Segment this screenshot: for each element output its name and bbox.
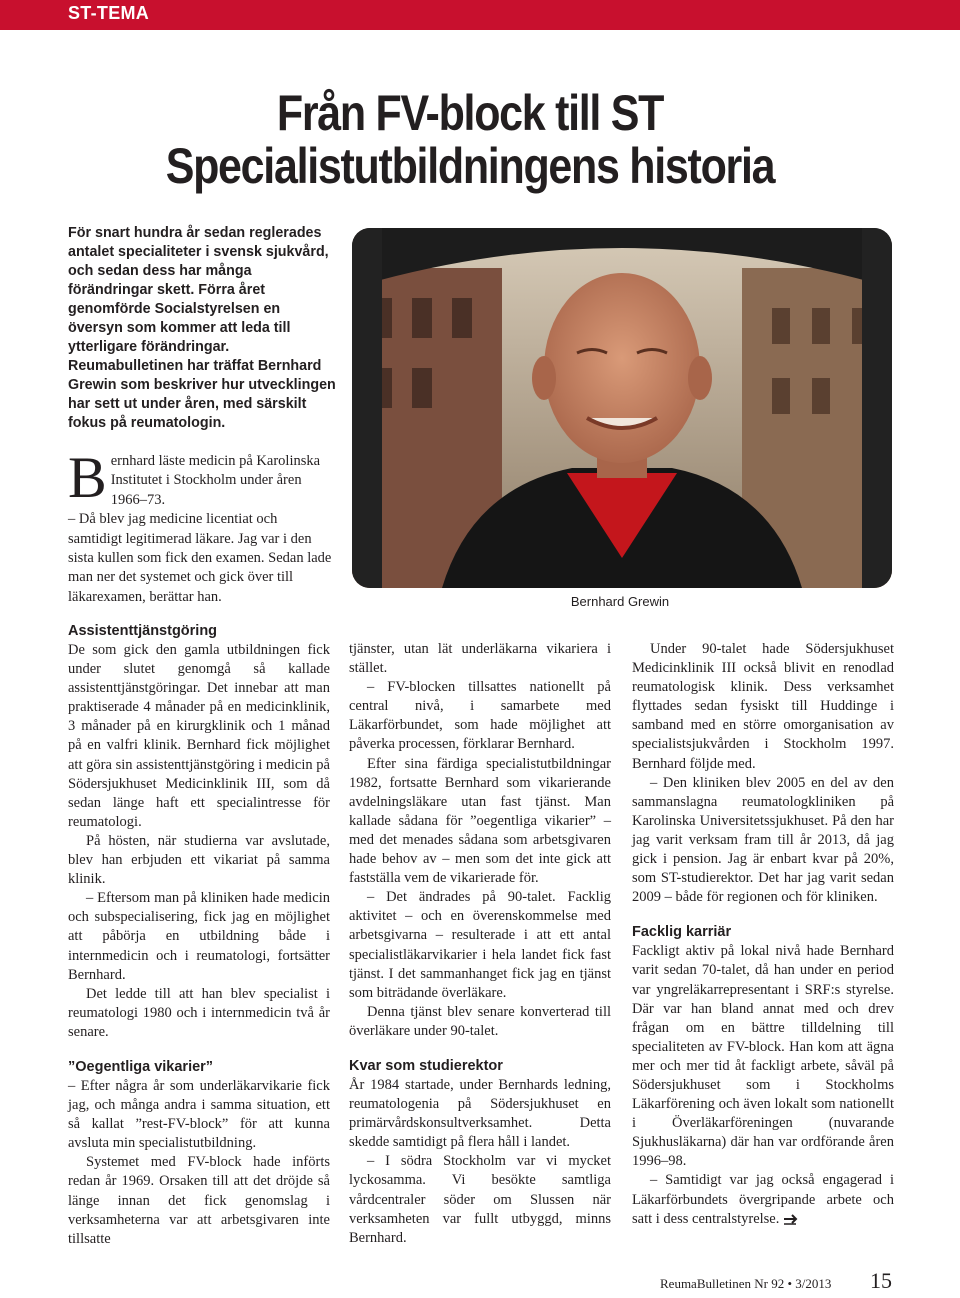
intro-text: För snart hundra år sedan reglerades antalet specialiteter i svensk sjukvård, och sedan dess har många förändringar skett. Förra året genomförde Socialstyrelsen en översyn som kommer att leda till ytterligare förändringar. Reumabulletinen har träffat Bernhard Grewin som beskriver hur utvecklingen har sett ut under åren, med särskilt fokus på reumatologin. xyxy=(68,225,336,431)
column-2 xyxy=(349,640,611,1248)
subheading-oegentliga-vikarier: ”Oegentliga vikarier” xyxy=(68,1058,214,1075)
paragraph: Denna tjänst blev senare konverterad till överläkare under 90-talet. xyxy=(349,1003,611,1039)
footer-publication: ReumaBulletinen Nr 92 • 3/2013 xyxy=(660,1276,832,1291)
paragraph: – Den kliniken blev 2005 en del av den sammanslagna reumatologkliniken på Karolinska Universitetssjukhuset. På den har jag varit verksam fram till år 2013, då jag gick i pension. Jag är enbart kvar på 20%, som ST-studierektor. Det har jag varit sedan 2009 – både för regionen och för kliniken. xyxy=(632,774,894,906)
paragraph: Under 90-talet hade Södersjukhuset Medicinklinik III också blivit en renodlad reumatologisk klinik. Dess verksamhet flyttades sedan fysiskt till Huddinge i samband med en större omorganisation av specialistsjukvården i Stockholm 1997. Bernhard följde med. xyxy=(632,641,894,772)
section-bar xyxy=(0,0,960,30)
section-tag: ST-TEMA xyxy=(68,3,150,23)
lead-paragraph xyxy=(68,445,334,607)
paragraph: På hösten, när studierna var avslutade, blev han erbjuden ett vikariat på samma klinik. xyxy=(68,832,330,888)
subheading-assistenttjanstgoring: Assistenttjänstgöring xyxy=(68,623,218,639)
headline-line-1: Från FV-block till ST xyxy=(276,85,664,141)
paragraph: – I södra Stockholm var vi mycket lyckosamma. Vi besökte samtliga vårdcentraler söder om Slussen när verksamheten var fullt utbyggd, minns Bernhard. xyxy=(349,1153,611,1246)
paragraph: Efter sina färdiga specialistutbildningar 1982, fortsatte Bernhard som vikarierande avdelningsläkare utan fast tjänst. Man kallade sådana för ”oegentliga vikarier” – med det menades sådana som arbetsgivaren hade behov av – men som det inte gick att fastställa vem de vikarierade för. xyxy=(349,755,611,887)
page-number: 15 xyxy=(870,1268,892,1293)
paragraph: Systemet med FV-block hade införts redan år 1969. Orsaken till att det dröjde så länge innan det fick genomslag i verksamheterna var att arbetsgivaren inte tillsatte xyxy=(68,1154,330,1247)
subheading-facklig-karriar: Facklig karriär xyxy=(632,924,732,941)
column-3 xyxy=(632,640,894,1229)
column-1 xyxy=(68,622,330,1249)
paragraph: – Det ändrades på 90-talet. Facklig aktivitet – och en överenskommelse med arbetsgivarna – resulterade i att ett antal specialistläkarvikarier i hela landet fick fast tjänst. I det sammanhanget fick jag en tjänst som biträdande överläkare. xyxy=(349,889,611,1001)
lead-quote: – Då blev jag medicine licentiat och samtidigt legitimerad läkare. Jag var i den sista kullen som fick den examen. Sedan lade man ner det systemet och gick över till läkarexamen, berättar han. xyxy=(68,511,332,605)
paragraph: – FV-blocken tillsattes nationellt på central nivå, i samarbete med Läkarförbundet, som hade möjlighet att påverka processen, förklarar Bernhard. xyxy=(349,679,611,753)
paragraph-text: – Samtidigt var jag också engagerad i Läkarförbundets övergripande arbete och satt i dess centralstyrelse. xyxy=(632,1172,894,1227)
paragraph-last xyxy=(632,1171,894,1228)
paragraph: tjänster, utan lät underläkarna vikariera i stället. xyxy=(349,641,611,677)
photo-caption: Bernhard Grewin xyxy=(570,594,670,609)
paragraph: De som gick den gamla utbildningen fick under slutet genomgå så kallade assistenttjänstgöringar. Det innebar att man praktiserade 4 månader på en medicinklinik, 3 månader på en kirurgklinik och 1 månad på en valfri klinik. Bernhard fick möjlighet att göra sin assistenttjänstgöring i medicin på Södersjukhuset Medicinklinik III, som då sedan länge haft ett specialintresse för reumatologi. xyxy=(68,642,330,830)
end-arrow-icon xyxy=(783,1213,799,1225)
lead-text: ernhard läste medicin på Karolinska Institutet i Stockholm under åren 1966–73. xyxy=(110,453,321,508)
headline-line-2: Specialistutbildningens historia xyxy=(165,138,775,194)
subheading-kvar-som-studierektor: Kvar som studierektor xyxy=(349,1057,503,1074)
drop-cap: B xyxy=(68,445,107,510)
paragraph: – Eftersom man på kliniken hade medicin och subspecialisering, fick jag en möjlighet att påbörja en utbildning både i internmedicin och i reumatologi, fortsätter Bernhard. xyxy=(68,890,330,983)
paragraph: År 1984 startade, under Bernhards ledning, reumatologenia på Södersjukhuset en primärvårdskonsultverksamhet. Detta skedde samtidigt på flera håll i landet. xyxy=(349,1076,611,1151)
paragraph: – Efter några år som underläkarvikarie fick jag, och många andra i samma situation, ett så kallat ”rest-FV-block” för att kunna avsluta min specialistutbildning. xyxy=(68,1077,330,1152)
portrait-photo xyxy=(352,228,892,588)
paragraph: Det ledde till att han blev specialist i reumatologi 1980 och i internmedicin två år senare. xyxy=(68,985,330,1040)
paragraph: Fackligt aktiv på lokal nivå hade Bernhard varit sedan 70-talet, då han under en period var yngreläkarrepresentant i SRF:s styrelse. Där var han bland annat med och drev frågan om en bättre tilldelning till specialiteten av FV-block. Han kom att ägna mer och mer tid åt fackligt arbete, såväl på Södersjukhuset som i Stockholms Läkarförening och även lokalt som nationellt i Överläkarföreningen (nuvarande Sjukhusläkarna) där han var ordförande åren 1996–98. xyxy=(632,943,894,1170)
